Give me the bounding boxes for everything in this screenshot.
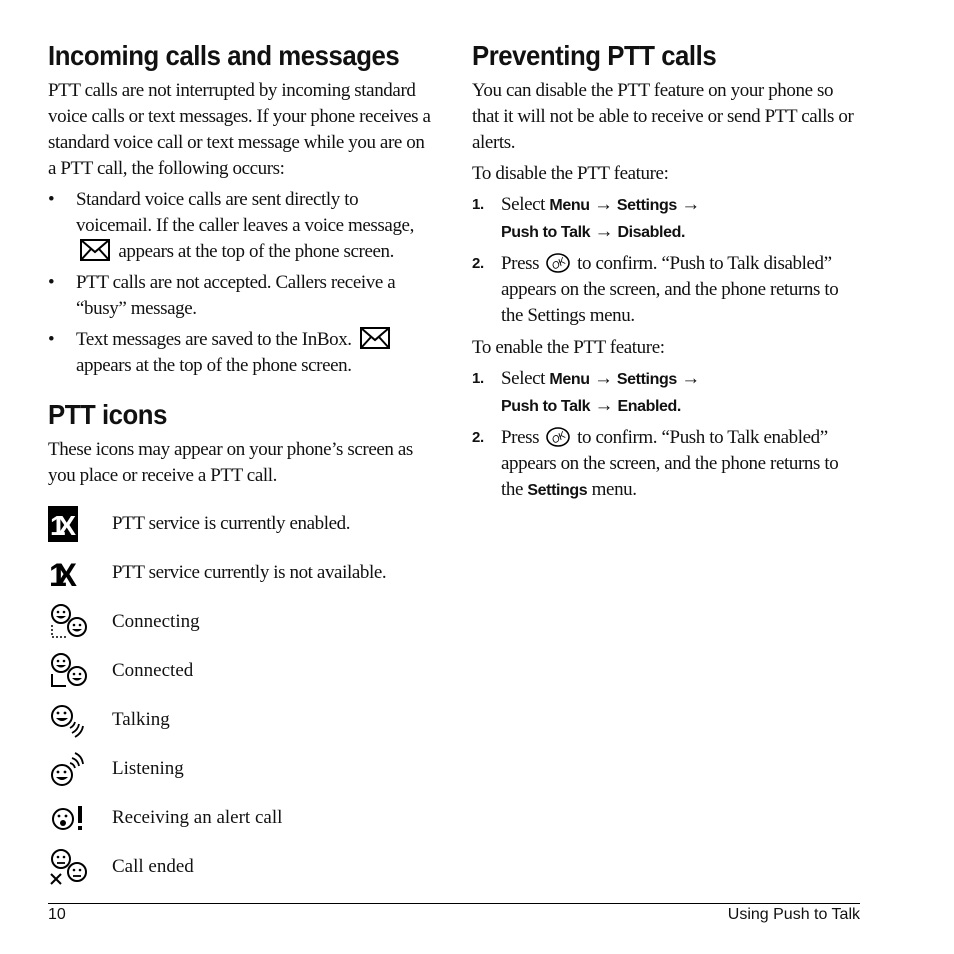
menu-word: menu. — [591, 479, 637, 500]
enable-step-1 — [472, 366, 860, 420]
talking-icon — [48, 702, 88, 738]
icon-row — [48, 548, 433, 597]
icon-row — [48, 646, 433, 695]
enable-step-2 — [472, 425, 860, 504]
1x-unavailable-icon — [48, 555, 78, 591]
enable-steps — [472, 366, 860, 504]
icon-label: Call ended — [112, 855, 194, 877]
icon-label: Connecting — [112, 610, 200, 632]
icon-row — [48, 695, 433, 744]
bullet-text-msg-text: Text messages are saved to the InBox. — [76, 329, 352, 350]
confirm-text: to confirm. “Push to Talk enabled” appears on the screen, and the phone returns to the — [501, 427, 839, 500]
icon-row — [48, 597, 433, 646]
incoming-intro: PTT calls are not interrupted by incoming standard voice calls or text messages. If your phone receives a standard voice call or text message while you are on a PTT call, the following occurs: — [48, 80, 431, 179]
bullet-ptt-calls: • PTT calls are not accepted. Callers receive a “busy” message. — [48, 270, 433, 322]
step-number: 2. — [472, 255, 484, 272]
arrow: → — [594, 395, 614, 416]
incoming-bullets — [48, 187, 433, 379]
svg-text:OK: OK — [550, 430, 568, 447]
arrow: → — [681, 194, 700, 215]
disable-intro: To disable the PTT feature: — [472, 163, 669, 184]
menu-label: Menu — [549, 371, 590, 388]
disable-step-2 — [472, 251, 860, 329]
step-number: 1. — [472, 196, 484, 213]
svg-text:OK: OK — [550, 256, 568, 273]
call-ended-icon — [48, 848, 90, 886]
arrow: → — [594, 221, 614, 242]
icon-row — [48, 842, 433, 891]
1x-enabled-icon — [48, 506, 78, 542]
icon-row — [48, 744, 433, 793]
step-number: 1. — [472, 370, 484, 387]
preventing-intro: You can disable the PTT feature on your phone so that it will not be able to receive or send PTT calls or alerts. — [472, 80, 854, 153]
arrow: → — [593, 368, 613, 389]
disabled-label: Disabled. — [617, 224, 686, 241]
confirm-text: to confirm. “Push to Talk disabled” appears on the screen, and the phone returns to the Settings menu. — [501, 253, 839, 326]
icon-row — [48, 793, 433, 842]
bullet-text-messages — [48, 327, 433, 379]
disable-steps — [472, 192, 860, 329]
svg-text:1X: 1X — [50, 509, 76, 541]
footer-divider — [48, 903, 860, 904]
heading-incoming-calls: Incoming calls and messages — [48, 40, 400, 71]
press-word: Press — [501, 427, 540, 448]
enabled-label: Enabled. — [617, 398, 681, 415]
ok-key-icon — [545, 426, 571, 448]
footer-section-title: Using Push to Talk — [727, 906, 860, 923]
push-to-talk-label: Push to Talk — [501, 224, 591, 241]
left-column — [48, 40, 433, 891]
icon-label: Listening — [112, 757, 184, 779]
envelope-icon — [360, 327, 390, 349]
envelope-icon — [80, 239, 110, 261]
icon-label: PTT service currently is not available. — [112, 561, 387, 583]
page-number: 10 — [48, 906, 66, 923]
icon-label: Connected — [112, 659, 194, 681]
connecting-icon — [48, 603, 90, 641]
icon-row — [48, 499, 433, 548]
settings-label: Settings — [616, 371, 677, 388]
push-to-talk-label: Push to Talk — [501, 398, 591, 415]
enable-intro: To enable the PTT feature: — [472, 337, 665, 358]
settings-label: Settings — [527, 482, 588, 499]
disable-step-1 — [472, 192, 860, 246]
select-word: Select — [501, 194, 546, 215]
arrow: → — [593, 194, 613, 215]
select-word: Select — [501, 368, 546, 389]
bullet-text-msg-end: appears at the top of the phone screen. — [76, 355, 352, 376]
right-column — [472, 40, 860, 510]
connected-icon — [48, 652, 90, 690]
bullet-voice-text: Standard voice calls are sent directly to voicemail. If the caller leaves a voice message, — [76, 189, 414, 236]
heading-preventing-ptt: Preventing PTT calls — [472, 40, 717, 71]
icon-label: Talking — [112, 708, 170, 730]
settings-label: Settings — [616, 197, 677, 214]
menu-label: Menu — [549, 197, 590, 214]
step-number: 2. — [472, 429, 484, 446]
icons-intro: These icons may appear on your phone’s screen as you place or receive a PTT call. — [48, 439, 413, 486]
arrow: → — [681, 368, 700, 389]
icon-label: Receiving an alert call — [112, 806, 283, 828]
bullet-voice-calls — [48, 187, 433, 265]
alert-call-icon — [48, 801, 88, 835]
icon-label: PTT service is currently enabled. — [112, 512, 351, 534]
bullet-voice-text-end: appears at the top of the phone screen. — [118, 241, 394, 262]
press-word: Press — [501, 253, 540, 274]
heading-ptt-icons: PTT icons — [48, 399, 167, 430]
ok-key-icon — [545, 252, 571, 274]
listening-icon — [48, 750, 88, 788]
svg-text:1X: 1X — [49, 556, 77, 591]
